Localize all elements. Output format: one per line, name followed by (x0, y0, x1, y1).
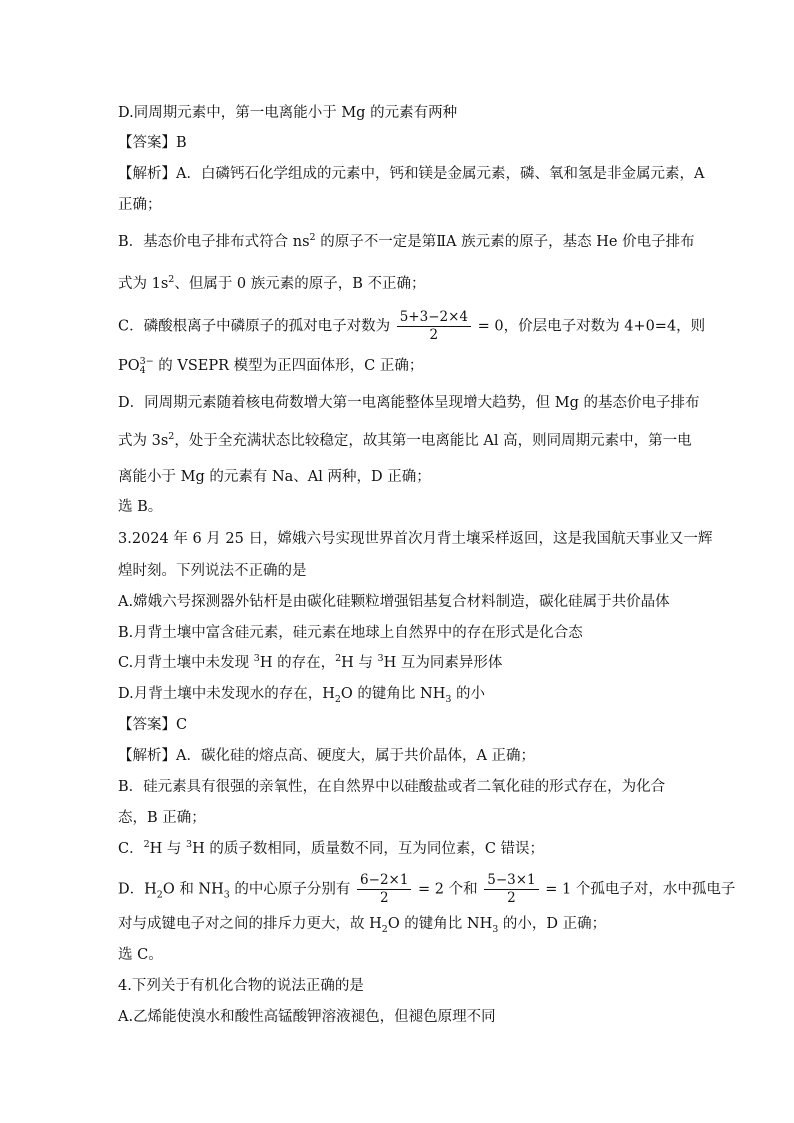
q3-option-a: A.嫦娥六号探测器外钻杆是由碳化硅颗粒增强铝基复合材料制造，碳化硅属于共价晶体 (118, 594, 670, 610)
q3-option-b: B.月背土壤中富含硅元素，硅元素在地球上自然界中的存在形式是化合态 (118, 625, 583, 641)
q2-explanation-c-line2: PO 3− 4 的 VSEPR 模型为正四面体形，C 正确； (118, 356, 424, 376)
q2-explanation-b-line1: B．基态价电子排布式符合 $ns^2$ 的原子不一定是第ⅡA 族元素的原子，基态 He 价电子排布 (118, 232, 695, 250)
q2-explanation-d-line3: 离能小于 Mg 的元素有 Na、Al 两种，D 正确； (118, 469, 431, 485)
q4-option-a: A.乙烯能使溴水和酸性高锰酸钾溶液褪色，但褪色原理不同 (118, 1009, 496, 1025)
q3-stem-line2: 煌时刻。下列说法不正确的是 (118, 563, 307, 579)
q2-choose: 选 B。 (118, 499, 163, 515)
q3-option-c: C.月背土壤中未发现 $^3$H 的存在，$^2$H 与 $^3$H 互为同素异形体 (118, 653, 503, 671)
q2-explanation-a-line2: 正确； (118, 197, 162, 213)
fraction: $\frac{5-3\times 1}{2}$ (484, 872, 538, 907)
q3-choose: 选 C。 (118, 947, 163, 963)
q3-explanation-d-line2: 对与成键电子对之间的排斥力更大，故 $H_2O$ 的键角比 $NH_3$ 的小，D 正确； (118, 916, 607, 935)
q2-explanation-c-line1: C．磷酸根离子中磷原子的孤对电子对数为 $\frac{5+3-2\times 4}{2}$ = 0，价层电子对数为 4+0=4，则 (118, 309, 706, 343)
q3-explanation-a: 【解析】A．碳化硅的熔点高、硬度大，属于共价晶体，A 正确； (118, 748, 536, 764)
q2-option-d: D.同周期元素中，第一电离能小于 Mg 的元素有两种 (118, 105, 458, 121)
q4-stem: 4.下列关于有机化合物的说法正确的是 (118, 978, 364, 994)
q3-explanation-c: C．$^2$H 与 $^3$H 的质子数相同，质量数不同，互为同位素，C 错误； (118, 839, 545, 857)
q2-explanation-a-line1: 【解析】A．白磷钙石化学组成的元素中，钙和镁是金属元素，磷、氧和氢是非金属元素，A (118, 166, 705, 182)
q2-explanation-d-line1: D．同周期元素随着核电荷数增大第一电离能整体呈现增大趋势，但 Mg 的基态价电子排布 (118, 395, 700, 411)
q3-explanation-b-line2: 态，B 正确； (118, 810, 206, 826)
q3-explanation-b-line1: B．硅元素具有很强的亲氧性，在自然界中以硅酸盐或者二氧化硅的形式存在，为化合 (118, 779, 666, 795)
q2-answer: 【答案】B (118, 135, 187, 151)
q2-explanation-b-line2: 式为 $1s^2$、但属于 0 族元素的原子，B 不正确； (118, 274, 426, 292)
fraction: $\frac{6-2\times 1}{2}$ (357, 872, 411, 907)
q3-explanation-d-line1: D．$H_2O$ 和 $NH_3$ 的中心原子分别有 $\frac{6-2\times 1}{2}$ = 2 个和 $\frac{5-3\times 1}{2}$ = 1 个孤电子对，水中孤电子 (118, 872, 736, 906)
q3-option-d: D.月背土壤中未发现水的存在，$H_2O$ 的键角比 $NH_3$ 的小 (118, 686, 486, 705)
q3-stem-line1: 3.2024 年 6 月 25 日，嫦娥六号实现世界首次月背土壤采样返回，这是我国航天事业又一辉 (118, 531, 713, 547)
q2-explanation-d-line2: 式为 $3s^2$，处于全充满状态比较稳定，故其第一电离能比 Al 高，则同周期元素中，第一电 (118, 431, 692, 449)
fraction: $\frac{5+3-2\times 4}{2}$ (397, 309, 471, 344)
q3-answer: 【答案】C (118, 717, 188, 733)
